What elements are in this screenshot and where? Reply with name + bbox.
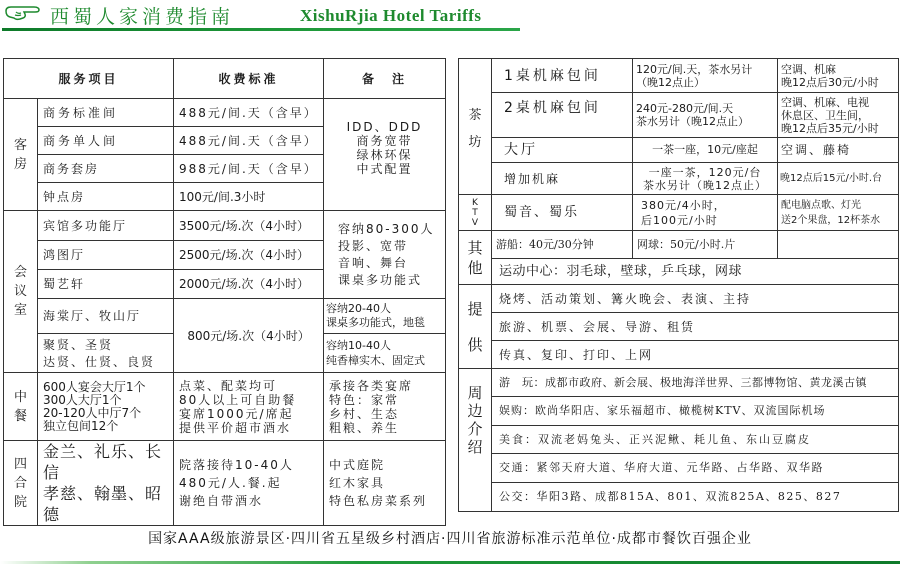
note-line: 红木家具 <box>329 476 386 490</box>
note-line: 投影、宽带 <box>338 239 409 253</box>
note-line: 中式配置 <box>356 161 413 176</box>
dining-price <box>174 373 324 441</box>
meeting-item: 宾馆多功能厅 <box>38 211 174 241</box>
meeting-item: 鸿图厅 <box>38 241 174 270</box>
room-price: 988元/间.天（含早） <box>174 155 324 183</box>
category-teahouse: 茶 坊 <box>459 59 492 195</box>
meeting-note-mid <box>324 299 446 334</box>
room-note <box>324 99 446 211</box>
empty-cell <box>778 231 899 259</box>
price-line: 谢绝自带酒水 <box>179 494 264 508</box>
price-line: 240元-280元/间.天 <box>636 102 734 115</box>
footer-divider <box>0 561 900 564</box>
price-line: 480元/人.餐.起 <box>179 476 282 490</box>
dining-items <box>38 373 174 441</box>
note-line: 晚12点后30元/小时 <box>781 75 879 89</box>
price-line: 一座一茶，120元/台 <box>648 165 762 179</box>
column-header-note: 备 注 <box>324 59 446 99</box>
note-line: 容纳80-300人 <box>338 222 435 236</box>
table-row <box>459 259 899 285</box>
note-line: IDD、DDD <box>346 119 423 134</box>
note-line: 容纳10-40人 <box>326 339 391 352</box>
room-item: 商务标准间 <box>38 99 174 127</box>
courtyard-note <box>324 441 446 526</box>
note-line: 特色：家常 <box>329 392 400 407</box>
note-line: 粗粮、养生 <box>329 420 400 435</box>
table-row <box>459 369 899 397</box>
room-price: 100元/间.3小时 <box>174 183 324 211</box>
note-line: 休息区、卫生间， <box>781 108 869 122</box>
table-row <box>459 483 899 512</box>
table-row <box>459 231 899 259</box>
table-row <box>459 163 899 195</box>
item-line: 金兰、礼乐、长信 <box>43 442 163 482</box>
price-line: （晚12点止） <box>636 75 705 89</box>
table-row <box>459 313 899 341</box>
table-row <box>459 426 899 454</box>
item-line: 600人宴会大厅1个 <box>43 379 146 394</box>
note-line: 配电脑点歌、灯光 <box>781 199 861 211</box>
table-row <box>4 441 446 526</box>
teahouse-price <box>633 93 778 138</box>
price-line: 茶水另计（晚12点止） <box>643 178 767 192</box>
footer-slogan: 国家AAA级旅游景区·四川省五星级乡村酒店·四川省旅游标准示范单位·成都市餐饮百强企业 <box>148 531 752 547</box>
boat-price: 游船：40元/30分钟 <box>492 231 633 259</box>
room-item: 钟点房 <box>38 183 174 211</box>
teahouse-price <box>633 163 778 195</box>
item-line: 达贤、仕贤、良贤 <box>43 354 156 369</box>
ktv-price <box>633 195 778 231</box>
note-line: 绿林环保 <box>356 147 413 162</box>
note-line: 特色私房菜系列 <box>329 494 428 508</box>
pointing-hand-icon <box>4 3 42 23</box>
item-line: 孝慈、翰墨、昭德 <box>43 484 163 524</box>
category-surroundings: 周 边 介 绍 <box>459 369 492 512</box>
table-row <box>459 195 899 231</box>
item-line: 300人大厅1个 <box>43 392 122 407</box>
meeting-price: 3500元/场.次（4小时） <box>174 211 324 241</box>
price-line: 点菜、配菜均可 <box>179 378 278 393</box>
title-chinese: 西蜀人家消费指南 <box>50 6 235 28</box>
sports-center: 运动中心：羽毛球，壁球，乒乓球，网球 <box>492 259 899 285</box>
table-row <box>4 299 446 334</box>
surroundings-item: 美食：双流老妈兔头、正兴泥鳅、耗儿鱼、东山豆腐皮 <box>492 426 899 454</box>
table-header-row <box>4 59 446 99</box>
room-item: 商务单人间 <box>38 127 174 155</box>
meeting-shared-price: 800元/场.次（4小时） <box>174 299 324 373</box>
teahouse-item: 大厅 <box>492 138 633 163</box>
teahouse-item: 增加机麻 <box>492 163 633 195</box>
item-line: 聚贤、圣贤 <box>43 337 114 352</box>
room-item: 商务套房 <box>38 155 174 183</box>
column-header-price: 收费标准 <box>174 59 324 99</box>
note-line: 空调、机麻、电视 <box>781 95 869 109</box>
note-line: 容纳20-40人 <box>326 302 391 315</box>
meeting-item: 蜀艺轩 <box>38 270 174 299</box>
table-row <box>4 211 446 241</box>
surroundings-item: 交通：紧邻天府大道、华府大道、元华路、占华路、双华路 <box>492 454 899 483</box>
table-row <box>459 454 899 483</box>
teahouse-note: 空调、藤椅 <box>778 138 899 163</box>
note-line: 空调、机麻 <box>781 62 836 76</box>
provide-item: 烧烤、活动策划、篝火晚会、表演、主持 <box>492 285 899 313</box>
table-row <box>459 285 899 313</box>
teahouse-item: 2桌机麻包间 <box>492 93 633 138</box>
category-rooms: 客 房 <box>4 99 38 211</box>
note-line: 送2个果盘，12杯茶水 <box>781 214 881 226</box>
table-row <box>459 397 899 426</box>
table-row <box>459 93 899 138</box>
table-row <box>4 373 446 441</box>
surroundings-item: 公交：华阳3路、成都815A、801、双流825A、825、827 <box>492 483 899 512</box>
provide-item: 传真、复印、打印、上网 <box>492 341 899 369</box>
category-courtyard: 四 合 院 <box>4 441 38 526</box>
teahouse-price: 一茶一座，10元/座起 <box>633 138 778 163</box>
note-line: 商务宽带 <box>356 133 413 148</box>
price-line: 80人以上可自助餐 <box>179 392 297 407</box>
note-line: 晚12点后35元/小时 <box>781 121 879 135</box>
meeting-note-large <box>324 211 446 299</box>
note-line: 乡村、生态 <box>329 406 400 421</box>
category-chinese-dining: 中 餐 <box>4 373 38 441</box>
ktv-item: 蜀音、蜀乐 <box>492 195 633 231</box>
category-other: 其 他 <box>459 231 492 285</box>
price-line: 120元/间.天，茶水另计 <box>636 62 753 76</box>
table-row <box>459 59 899 93</box>
price-line: 后100元/小时 <box>641 213 718 227</box>
provide-item: 旅游、机票、会展、导游、租赁 <box>492 313 899 341</box>
teahouse-price <box>633 59 778 93</box>
note-line: 音响、舞台 <box>338 256 409 270</box>
meeting-item <box>38 334 174 373</box>
meeting-price: 2000元/场.次（4小时） <box>174 270 324 299</box>
table-row <box>459 341 899 369</box>
price-line: 茶水另计（晚12点止） <box>636 115 749 128</box>
price-line: 提供平价超市酒水 <box>179 420 292 435</box>
note-line: 中式庭院 <box>329 458 386 472</box>
column-header-service: 服务项目 <box>4 59 174 99</box>
courtyard-price <box>174 441 324 526</box>
category-meeting: 会 议 室 <box>4 211 38 373</box>
surroundings-item: 娱购：欧尚华阳店、家乐福超市、橄榄树KTV、双流国际机场 <box>492 397 899 426</box>
meeting-item: 海棠厅、牧山厅 <box>38 299 174 334</box>
meeting-note-small <box>324 334 446 373</box>
item-line: 20-120人中厅7个 <box>43 405 142 420</box>
category-ktv: K T V <box>459 195 492 231</box>
price-line: 380元/4小时， <box>641 198 726 212</box>
price-line: 宴席1000元/席起 <box>179 406 294 421</box>
teahouse-note: 晚12点后15元/小时.台 <box>778 163 899 195</box>
note-line: 纯香樟实木、固定式 <box>326 354 426 367</box>
tariff-table-left <box>3 58 446 526</box>
price-line: 院落接待10-40人 <box>179 458 294 472</box>
tariff-table-right <box>458 58 899 512</box>
table-row <box>4 99 446 127</box>
page-header <box>0 0 900 34</box>
dining-note <box>324 373 446 441</box>
ktv-note <box>778 195 899 231</box>
meeting-price: 2500元/场.次（4小时） <box>174 241 324 270</box>
courtyard-items <box>38 441 174 526</box>
teahouse-note <box>778 93 899 138</box>
table-row <box>459 138 899 163</box>
note-line: 课桌多功能式 <box>338 273 423 287</box>
tennis-price: 网球：50元/小时.片 <box>633 231 778 259</box>
room-price: 488元/间.天（含早） <box>174 127 324 155</box>
header-divider <box>2 28 520 31</box>
surroundings-item: 游 玩：成都市政府、新会展、极地海洋世界、三都博物馆、黄龙溪古镇 <box>492 369 899 397</box>
room-price: 488元/间.天（含早） <box>174 99 324 127</box>
note-line: 课桌多功能式，地毯 <box>326 316 426 329</box>
category-provide: 提 供 <box>459 285 492 369</box>
teahouse-note <box>778 59 899 93</box>
title-english: XishuRjia Hotel Tariffs <box>300 6 482 25</box>
item-line: 独立包间12个 <box>43 418 119 433</box>
teahouse-item: 1桌机麻包间 <box>492 59 633 93</box>
note-line: 承接各类宴席 <box>329 378 414 393</box>
